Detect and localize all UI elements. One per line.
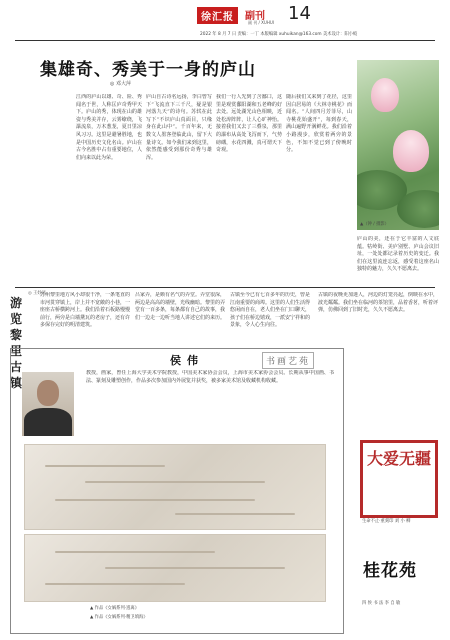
artwork-caption-2: ▲ 作品《女娲系列·精卫填海》 xyxy=(90,615,148,620)
sidebar-column-2: 吕家弄，是颇有名气的弄堂。弄堂很深，两边是高高的墙壁，光线幽暗。黎里的弄堂有一百多条，每条都有自己的故事，我们一边走一边听当地人讲述它们的来历。 xyxy=(135,292,225,321)
artwork-caption-1: ▲ 作品《女娲系列·逃离》 xyxy=(90,606,140,611)
article-column-3: 我们一行人先到了含鄱口，这里是观赏鄱阳湖和五老峰的好去处。远处湖光山色相映，近处松涛阵阵，让人心旷神怡。接着我们又去了三叠泉，那里的瀑布从高处飞泻而下，气势磅礴，水花四溅，真可谓天下奇观。 xyxy=(216,94,282,154)
page-header xyxy=(0,0,450,40)
seal-text: 大爱无疆 xyxy=(367,449,432,468)
calligraphy-caption: 四 侯 书 法 李 自 敏 xyxy=(362,601,401,606)
article-column-5: 庐山的美，还在于它丰富的人文底蕴。牯岭街、美庐别墅、庐山会议旧址，一处处都记录着历史的变迁。我们在这里流连忘返，感受着这座名山独特的魅力，久久不愿离去。 xyxy=(357,236,439,273)
photo-caption: ▲（钟 / 摄影） xyxy=(360,222,389,227)
sidebar-author: ◎ 王妙凤 xyxy=(28,291,47,296)
article-column-2: 庐山自古诗名远扬，李白曾写下“飞流直下三千尺，疑是银河落九天”的诗句。苏轼在此写下“不识庐山真面目，只缘身在此山中”。千百年来，无数文人墨客登临此山，留下大量诗文。如今我们来到这里，依然能感受到那份奇秀与雄浑。 xyxy=(146,94,212,161)
seal-stamp xyxy=(360,440,438,518)
article-title: 集雄奇、秀美于一身的庐山 xyxy=(40,60,256,80)
calligraphy-work: 桂花苑 xyxy=(363,561,417,581)
article-column-4: 随后我们又来到了花径，这里因白居易的《大林寺桃花》而闻名。“人间四月芳菲尽，山寺桃花始盛开”，每到春天，满山遍野开满鲜花。我们沿着小路漫步，欣赏着两旁的景色，不知不觉已到了傍晚时分。 xyxy=(286,94,352,154)
section-label: 副刊 xyxy=(245,11,265,22)
lotus-photo xyxy=(357,60,439,230)
seal-caption: 生命不止·重刻印 刘 小 柳 xyxy=(362,519,411,524)
article-byline: ◎ 邓大萍 xyxy=(110,81,131,87)
artwork-relief-1 xyxy=(24,444,326,530)
page-number: 14 xyxy=(288,3,311,24)
column-badge: 书画艺苑 xyxy=(262,352,314,369)
artist-bio: 教授，画家，曾任上海大学美术学院教授，中国美术家协会会员，上海市美术家协会会员。长期从事中国画、书法、篆刻及雕塑创作，作品多次参加国内外展览并获奖，被多家美术馆及收藏机构收藏。 xyxy=(86,370,334,384)
article-column-1: 江西的庐山以雄、奇、险、秀闻名于世，人称匡庐奇秀甲天下。庐山的秀，体现在山的雄姿与秀美并存，云雾缭绕，飞瀑流泉，万木葱茏，夏日里凉风习习。这里是避暑胜地，也是中国历史文化名山。庐山在古今名胜中占有重要地位，人们向来以此为荣。 xyxy=(76,94,142,161)
artist-portrait xyxy=(22,372,74,436)
section-subheading: 副 刊 / XUHUI xyxy=(248,20,274,25)
section-rule xyxy=(15,287,435,288)
sidebar-column-1: 苏州黎里地方风小却很干净，一条笔直的市河贯穿镇上，岸上并不宽敞的小巷，一座座古桥横跨河上。我们沿着石板路慢慢前行，两旁是白墙黛瓦的老房子，还有许多保存完好的明清建筑。 xyxy=(40,292,130,329)
sidebar-heading: 游览黎里古镇 xyxy=(10,296,23,390)
artwork-relief-2 xyxy=(24,534,326,602)
masthead: 徐汇报 xyxy=(197,7,238,24)
header-meta: 2022 年 8 月 7 日 责编：一丁 本版编辑 xuhuikan@163.com 美术设计：阳小蛟 xyxy=(200,32,358,37)
sidebar-column-3: 古镇至今已有七百多年的历史，曾是江南重要的商埠。这里的人们生活得悠闲而自在，老人们坐在门口聊天，孩子们在桥边嬉戏，一派安宁祥和的景象，令人心生向往。 xyxy=(230,292,310,329)
sidebar-column-4: 古镇的夜晚更加迷人，河边的灯笼亮起，倒映在水中，波光粼粼。我们坐在临河的茶馆里，品着香茗，听着评弹，仿佛回到了旧时光，久久不愿离去。 xyxy=(318,292,438,314)
artist-name: 侯伟 xyxy=(170,354,204,367)
header-rule xyxy=(15,40,435,41)
